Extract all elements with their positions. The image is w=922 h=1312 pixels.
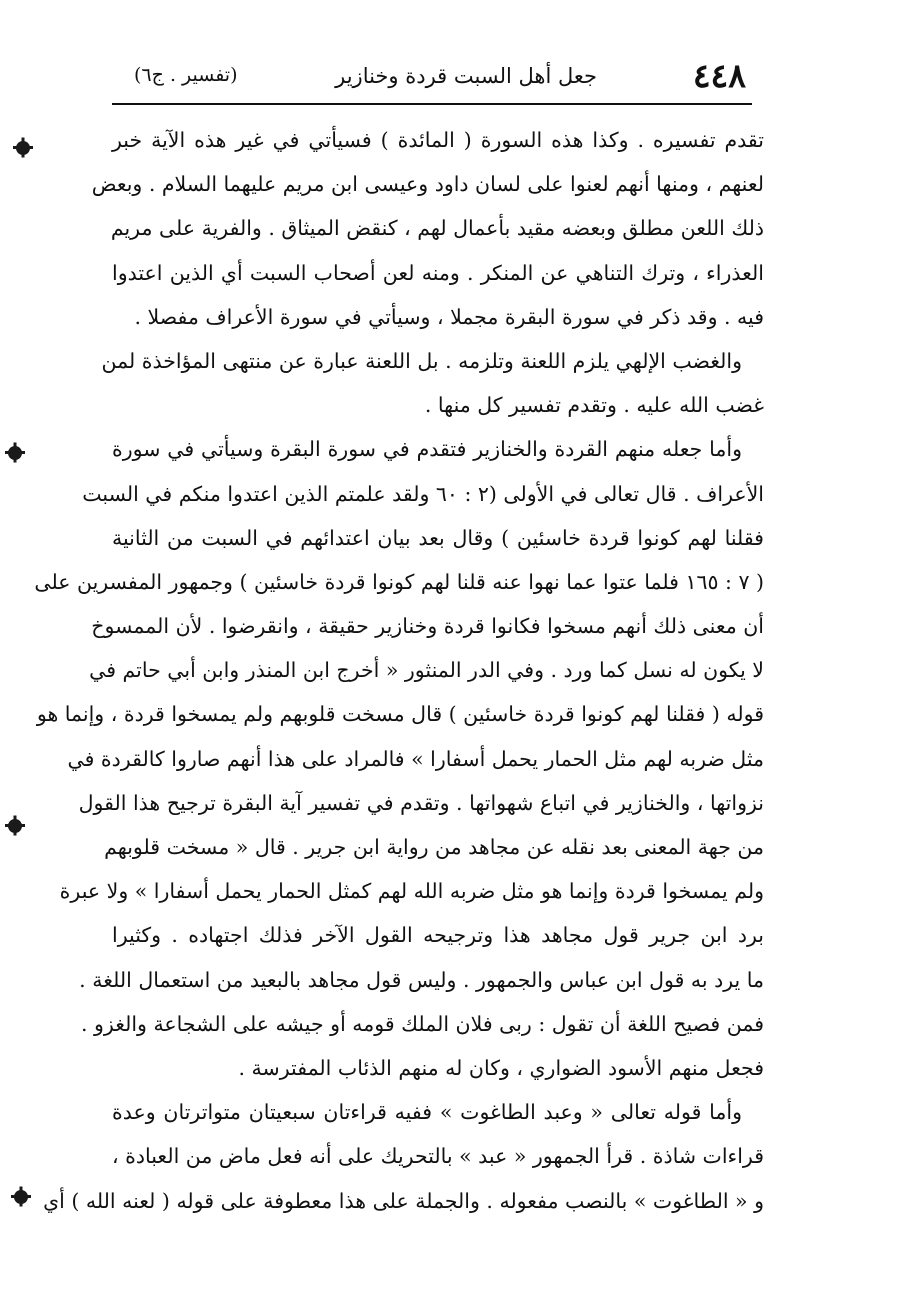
text-line: تقدم تفسيره . وكذا هذه السورة ( المائدة ) فسيأتي في غير هذه الآية خبر [112, 128, 764, 152]
volume-reference: (تفسير . ج٦) [134, 64, 238, 86]
text-line: فيه . وقد ذكر في سورة البقرة مجملا ، وسيأتي في سورة الأعراف مفصلا . [134, 304, 764, 329]
text-line: برد ابن جرير قول مجاهد هذا وترجيحه القول الآخر فذلك اجتهاده . وكثيرا [112, 923, 764, 948]
text-line: لا يكون له نسل كما ورد . وفي الدر المنثور « أخرج ابن المنذر وابن أبي حاتم في [89, 658, 764, 683]
margin-mark [16, 141, 30, 155]
text-line: نزواتها ، والخنازير في اتباع شهواتها . وتقدم في تفسير آية البقرة ترجيح هذا القول [78, 790, 764, 815]
body-text [34, 118, 764, 1223]
text-line: فجعل منهم الأسود الضواري ، وكان له منهم الذئاب المفترسة . [238, 1055, 764, 1080]
text-line: فمن فصيح اللغة أن تقول : ربى فلان الملك قومه أو جيشه على الشجاعة والغزو . [80, 1011, 764, 1036]
text-line: ( ٧ : ١٦٥ فلما عتوا عما نهوا عنه قلنا لهم كونوا قردة خاسئين ) وجمهور المفسرين على [34, 569, 764, 594]
text-line: أن معنى ذلك أنهم مسخوا فكانوا قردة وخنازير حقيقة ، وانقرضوا . لأن الممسوخ [91, 614, 764, 639]
text-line: غضب الله عليه . وتقدم تفسير كل منها . [424, 393, 764, 418]
text-line: و « الطاغوت » بالنصب مفعوله . والجملة على هذا معطوفة على قوله ( لعنه الله ) أي [43, 1188, 764, 1213]
text-line: ما يرد به قول ابن عباس والجمهور . وليس قول مجاهد بالبعيد من استعمال اللغة . [79, 967, 764, 992]
header-rule [112, 103, 752, 105]
text-line: قراءات شاذة . قرأ الجمهور « عبد » بالتحريك على أنه فعل ماض من العبادة ، [112, 1144, 764, 1169]
text-line: العذراء ، وترك التناهي عن المنكر . ومنه لعن أصحاب السبت أي الذين اعتدوا [112, 260, 764, 285]
text-line: قوله ( فقلنا لهم كونوا قردة خاسئين ) قال مسخت قلوبهم ولم يمسخوا قردة ، وإنما هو [36, 702, 764, 727]
text-line: ولم يمسخوا قردة وإنما هو مثل ضربه الله لهم كمثل الحمار يحمل أسفارا » ولا عبرة [59, 879, 764, 904]
page-header [112, 52, 752, 102]
text-line: وأما جعله منهم القردة والخنازير فتقدم في سورة البقرة وسيأتي في سورة [112, 437, 742, 462]
running-title: جعل أهل السبت قردة وخنازير [335, 64, 597, 88]
margin-mark [8, 819, 22, 833]
text-line: لعنهم ، ومنها أنهم لعنوا على لسان داود وعيسى ابن مريم عليهما السلام . وبعض [91, 172, 764, 197]
text-line: الأعراف . قال تعالى في الأولى (٢ : ٦٠ ولقد علمتم الذين اعتدوا منكم في السبت [82, 481, 764, 506]
text-line: ذلك اللعن مطلق وبعضه مقيد بأعمال لهم ، كنقض الميثاق . والفرية على مريم [110, 216, 764, 241]
text-line: والغضب الإلهي يلزم اللعنة وتلزمه . بل اللعنة عبارة عن منتهى المؤاخذة لمن [101, 348, 742, 373]
text-line: من جهة المعنى بعد نقله عن مجاهد من رواية ابن جرير . قال « مسخت قلوبهم [104, 835, 764, 859]
text-line: وأما قوله تعالى « وعبد الطاغوت » ففيه قراءتان سبعيتان متواترتان وعدة [112, 1100, 742, 1125]
text-line: فقلنا لهم كونوا قردة خاسئين ) وقال بعد بيان اعتدائهم في السبت من الثانية [112, 525, 764, 550]
margin-mark [14, 1190, 28, 1204]
page-number: ٤٤٨ [692, 56, 746, 95]
margin-mark [8, 446, 22, 460]
text-line: مثل ضربه لهم مثل الحمار يحمل أسفارا » فالمراد على هذا أنهم صاروا كالقردة في [67, 746, 764, 771]
